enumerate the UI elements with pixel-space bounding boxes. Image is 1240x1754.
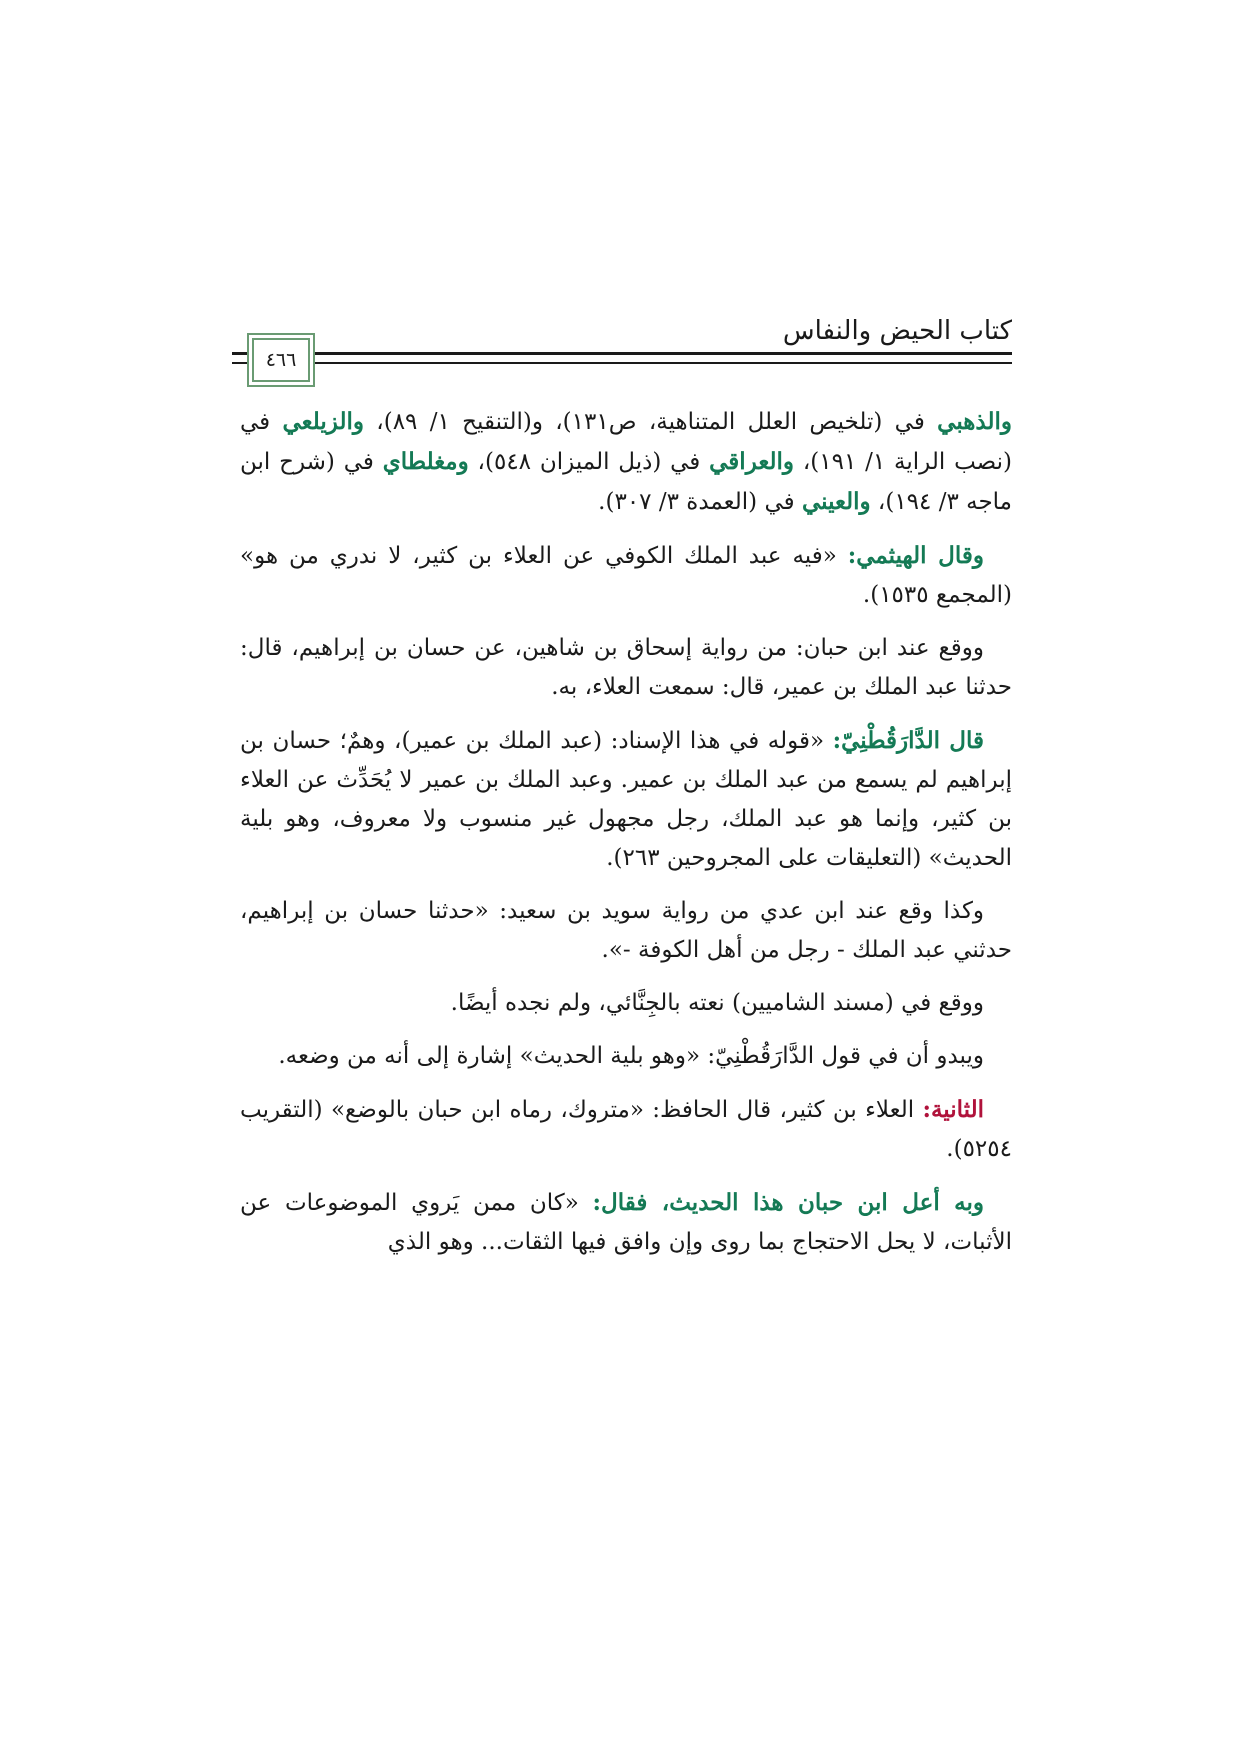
highlighted-name: قال الدَّارَقُطْنِيّ: [832, 727, 984, 754]
paragraph [240, 721, 1012, 878]
text-run: في (ذيل الميزان ٥٤٨)، [468, 449, 710, 475]
highlighted-name: وبه أعل ابن حبان هذا الحديث، فقال: [592, 1189, 984, 1216]
text-run: في (نصب الراية ١/ ١٩١)، [240, 409, 1012, 475]
paragraph [240, 1090, 1012, 1169]
text-run: العلاء بن كثير، قال الحافظ: «متروك، رماه ابن حبان بالوضع» (التقريب ٥٢٥٤). [240, 1097, 1012, 1162]
highlighted-name: والذهبي [937, 408, 1012, 435]
highlighted-name: والزيلعي [282, 408, 364, 435]
text-run: «قوله في هذا الإسناد: (عبد الملك بن عمير)، وهمٌ؛ حسان بن إبراهيم لم يسمع من عبد الملك بن عمير. وعبد الملك بن عمير لا يُحَدِّث عن العلاء بن كثير، وإنما هو عبد الملك، رجل مجهول غير منسوب ولا معروف، وهو بلية الحديث» (التعليقات على المجروحين ٢٦٣). [240, 728, 1012, 871]
page-header [232, 310, 1012, 390]
text-run: ويبدو أن في قول الدَّارَقُطْنِيّ: «وهو بلية الحديث» إشارة إلى أنه من وضعه. [278, 1043, 984, 1069]
text-run: ووقع عند ابن حبان: من رواية إسحاق بن شاهين، عن حسان بن إبراهيم، قال: حدثنا عبد الملك بن عمير، قال: سمعت العلاء، به. [240, 635, 1012, 700]
highlighted-name: وقال الهيثمي: [847, 542, 984, 569]
text-run: في (العمدة ٣/ ٣٠٧). [598, 489, 802, 515]
text-run: «كان ممن يَروي الموضوعات عن الأثبات، لا يحل الاحتجاج بما روى وإن وافق فيها الثقات... وهو الذي [240, 1190, 1012, 1255]
text-run: في (شرح ابن ماجه ٣/ ١٩٤)، [240, 449, 1012, 515]
paragraph [240, 984, 1012, 1023]
running-title: كتاب الحيض والنفاس [782, 316, 1012, 346]
body-text [240, 402, 1012, 1276]
text-run: في (تلخيص العلل المتناهية، ص١٣١)، و(التنقيح ١/ ٨٩)، [363, 409, 938, 435]
text-run: «فيه عبد الملك الكوفي عن العلاء بن كثير، لا ندري من هو» (المجمع ١٥٣٥). [240, 543, 1012, 608]
paragraph [240, 892, 1012, 970]
paragraph [240, 402, 1012, 522]
highlighted-name: ومغلطاي [382, 448, 469, 475]
paragraph [240, 1037, 1012, 1076]
page-number-frame [252, 338, 310, 382]
paragraph [240, 536, 1012, 615]
highlighted-name: الثانية: [922, 1096, 984, 1123]
header-rule-thin [232, 362, 1012, 364]
text-run: ووقع في (مسند الشاميين) نعته بالجِنَّائي، ولم نجده أيضًا. [450, 990, 984, 1016]
highlighted-name: والعيني [801, 488, 871, 515]
paragraph [240, 629, 1012, 707]
paragraph [240, 1183, 1012, 1262]
text-run: وكذا وقع عند ابن عدي من رواية سويد بن سعيد: «حدثنا حسان بن إبراهيم، حدثني عبد الملك - رجل من أهل الكوفة -». [240, 898, 1012, 963]
highlighted-name: والعراقي [709, 448, 794, 475]
header-rule-thick [232, 352, 1012, 355]
page-number: ٤٦٦ [265, 349, 297, 371]
